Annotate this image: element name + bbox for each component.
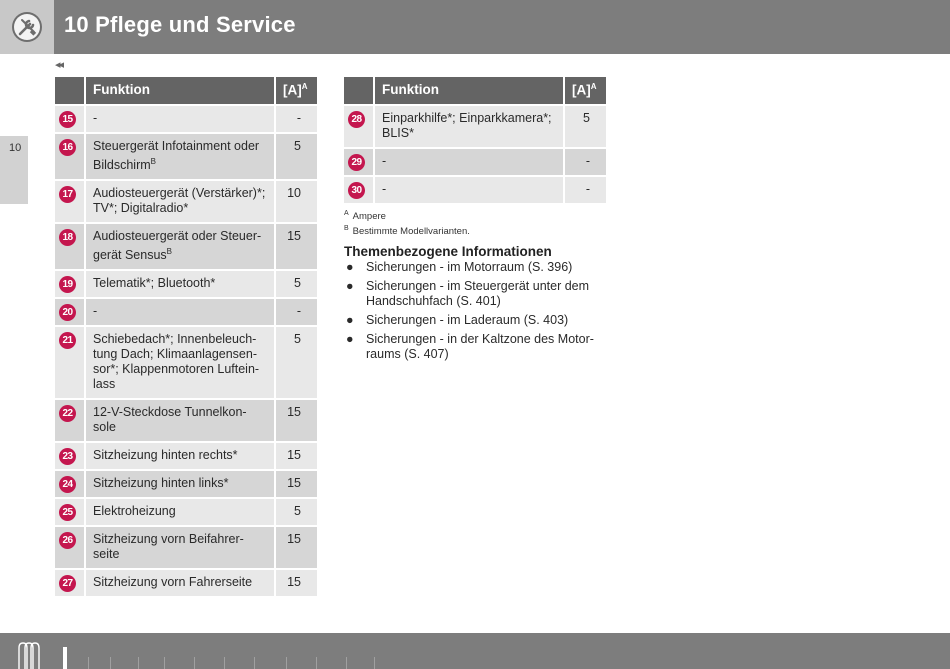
fuse-number-badge: 27 xyxy=(59,575,76,592)
fuse-function-cell xyxy=(85,442,275,470)
ampere-header xyxy=(564,77,606,105)
fuse-function-text: - xyxy=(382,154,387,168)
fuse-number-badge: 23 xyxy=(59,448,76,465)
fuse-number-cell xyxy=(55,133,85,180)
footnote xyxy=(344,223,470,238)
fuse-ampere-cell: 10 xyxy=(275,180,317,223)
fuse-number-cell xyxy=(344,105,374,148)
fuse-number-cell xyxy=(55,180,85,223)
fuse-function-cell xyxy=(85,498,275,526)
fuse-number-badge: 18 xyxy=(59,229,76,246)
fuse-function-text: Audiosteuergerät (Verstärker)*; TV*; Digitalradio* xyxy=(93,186,266,216)
ampere-header xyxy=(275,77,317,105)
fuse-ampere-cell: 15 xyxy=(275,223,317,270)
fuse-function-cell xyxy=(85,180,275,223)
fuse-number-badge: 20 xyxy=(59,304,76,321)
related-title: Themenbezogene Informationen xyxy=(344,244,552,259)
fuse-ampere-cell: - xyxy=(564,176,606,204)
related-list xyxy=(344,260,606,362)
footnotes xyxy=(344,208,470,238)
table-header-row xyxy=(55,77,317,105)
fuse-number-cell xyxy=(55,526,85,569)
chapter-icon-box xyxy=(0,0,54,54)
page-footer xyxy=(0,633,950,669)
ampere-header-label: [A] xyxy=(572,82,591,98)
fuse-number-badge: 25 xyxy=(59,504,76,521)
fuse-function-text: Schiebedach*; Innenbeleuch-tung Dach; Klimaanlagensen-sor*; Klappenmotoren Luftein-lass xyxy=(93,332,260,392)
fuse-number-badge: 17 xyxy=(59,186,76,203)
chapter-mark xyxy=(254,657,255,669)
table-row xyxy=(55,223,317,270)
fuse-number-cell xyxy=(344,148,374,176)
function-header: Funktion xyxy=(374,77,564,105)
page-header xyxy=(0,0,950,54)
table-row xyxy=(55,270,317,298)
fuse-function-cell xyxy=(374,176,564,204)
fuse-function-text: Einparkhilfe*; Einparkkamera*; BLIS* xyxy=(382,111,552,140)
chapter-tab-label: 10 xyxy=(9,142,22,154)
fuse-function-text: Sitzheizung hinten rechts* xyxy=(93,448,238,463)
fuse-number-header xyxy=(55,77,85,105)
fuse-function-text: Steuergerät Infotainment oder Bildschirm xyxy=(93,139,260,173)
fuse-function-cell xyxy=(85,399,275,442)
bullet-icon: ● xyxy=(346,279,354,293)
fuse-ampere-cell: 15 xyxy=(275,399,317,442)
fuse-ampere-cell: - xyxy=(564,148,606,176)
table-row xyxy=(55,470,317,498)
fuse-number-cell xyxy=(55,399,85,442)
table-row xyxy=(55,133,317,180)
fuse-table-right xyxy=(344,77,606,205)
table-row xyxy=(55,298,317,326)
table-row xyxy=(55,526,317,569)
fuse-number-header xyxy=(344,77,374,105)
ampere-header-sup: A xyxy=(590,82,597,91)
fuse-number-cell xyxy=(55,105,85,133)
fuse-function-cell xyxy=(85,105,275,133)
chapter-mark xyxy=(194,657,195,669)
footnote-text: Ampere xyxy=(352,211,386,223)
fuse-number-badge: 26 xyxy=(59,532,76,549)
fuse-ampere-cell: 5 xyxy=(564,105,606,148)
related-link[interactable] xyxy=(344,260,606,275)
fuse-number-cell xyxy=(55,569,85,597)
fuse-function-text: Sitzheizung vorn Beifahrer-seite xyxy=(93,532,244,562)
table-row xyxy=(344,176,606,204)
fuse-function-cell xyxy=(85,569,275,597)
related-link[interactable] xyxy=(344,332,606,362)
related-information xyxy=(344,244,606,366)
footnote-text: Bestimmte Modellvarianten. xyxy=(352,226,470,238)
fuse-number-badge: 24 xyxy=(59,476,76,493)
fuse-number-cell xyxy=(55,442,85,470)
bullet-icon: ● xyxy=(346,332,354,346)
fuse-ampere-cell: - xyxy=(275,105,317,133)
fuse-function-text: - xyxy=(93,111,98,125)
fuse-ampere-cell: 15 xyxy=(275,470,317,498)
function-header: Funktion xyxy=(85,77,275,105)
fuse-function-text: 12-V-Steckdose Tunnelkon-sole xyxy=(93,405,247,435)
fuse-number-cell xyxy=(55,223,85,270)
fuse-function-text: - xyxy=(382,182,387,196)
footnote-ref: B xyxy=(166,247,173,257)
ampere-header-sup: A xyxy=(301,82,308,91)
ampere-header-label: [A] xyxy=(283,82,302,98)
fuse-ampere-cell: 5 xyxy=(275,498,317,526)
fuse-function-text: Telematik*; Bluetooth* xyxy=(93,276,216,291)
fuse-ampere-cell: 15 xyxy=(275,442,317,470)
table-row xyxy=(55,105,317,133)
footnote-mark: A xyxy=(344,210,349,217)
fuse-function-cell xyxy=(85,298,275,326)
footnote-ref: B xyxy=(150,157,156,166)
chapter-mark xyxy=(286,657,287,669)
fuse-function-cell xyxy=(85,326,275,399)
table-row xyxy=(55,180,317,223)
fuse-number-badge: 30 xyxy=(348,182,365,199)
related-link-text: Sicherungen - im Motorraum (S. 396) xyxy=(366,260,573,274)
fuse-function-text: Sitzheizung hinten links* xyxy=(93,476,229,491)
chapter-mark xyxy=(110,657,111,669)
fuse-function-cell xyxy=(85,470,275,498)
fuse-table-left xyxy=(55,77,317,598)
fuse-number-cell xyxy=(344,176,374,204)
fuse-function-cell xyxy=(85,223,275,270)
fuse-number-cell xyxy=(55,498,85,526)
table-row xyxy=(55,442,317,470)
fuse-number-badge: 15 xyxy=(59,111,76,128)
chapter-mark xyxy=(138,657,139,669)
related-link-text: Sicherungen - im Steuergerät unter dem Handschuhfach (S. 401) xyxy=(366,279,590,308)
fuse-number-cell xyxy=(55,326,85,399)
related-link[interactable] xyxy=(344,279,606,309)
fuse-number-badge: 19 xyxy=(59,276,76,293)
fuse-number-cell xyxy=(55,470,85,498)
fuse-number-cell xyxy=(55,270,85,298)
fuse-ampere-cell: 5 xyxy=(275,326,317,399)
chapter-mark xyxy=(88,657,89,669)
fuse-function-text: Sitzheizung vorn Fahrerseite xyxy=(93,575,253,590)
fuse-number-badge: 28 xyxy=(348,111,365,128)
table-row xyxy=(55,569,317,597)
fuse-ampere-cell: 15 xyxy=(275,526,317,569)
wrench-screwdriver-icon xyxy=(11,11,43,43)
fuse-number-badge: 21 xyxy=(59,332,76,349)
fuse-ampere-cell: 15 xyxy=(275,569,317,597)
chapter-tab[interactable] xyxy=(0,136,28,204)
fuse-function-text: Audiosteuergerät oder Steuer-gerät Sensus xyxy=(93,229,262,263)
current-chapter-mark xyxy=(63,647,67,669)
fuse-ampere-cell: 5 xyxy=(275,133,317,180)
bullet-icon: ● xyxy=(346,260,354,274)
chapter-mark xyxy=(164,657,165,669)
chapter-mark xyxy=(346,657,347,669)
footnote-mark: B xyxy=(344,225,349,233)
fuse-number-badge: 16 xyxy=(59,139,76,156)
chapter-mark xyxy=(224,657,225,669)
fuse-function-cell xyxy=(85,270,275,298)
chapter-mark xyxy=(374,657,375,669)
chapter-mark xyxy=(316,657,317,669)
page-title: 10 Pflege und Service xyxy=(64,12,296,37)
fuse-function-cell xyxy=(85,526,275,569)
fuse-ampere-cell: 5 xyxy=(275,270,317,298)
table-row xyxy=(344,148,606,176)
fuse-number-badge: 29 xyxy=(348,154,365,171)
chapter-progress-marks xyxy=(60,643,380,669)
table-row xyxy=(55,326,317,399)
fuse-function-cell xyxy=(374,105,564,148)
fuse-ampere-cell: - xyxy=(275,298,317,326)
related-link-text: Sicherungen - in der Kaltzone des Motor-raums (S. 407) xyxy=(366,332,594,361)
table-row xyxy=(344,105,606,148)
fuse-function-cell xyxy=(374,148,564,176)
related-link[interactable] xyxy=(344,313,606,328)
table-row xyxy=(55,399,317,442)
related-link-text: Sicherungen - im Laderaum (S. 403) xyxy=(366,313,569,327)
table-header-row xyxy=(344,77,606,105)
footnote xyxy=(344,208,470,223)
bullet-icon: ● xyxy=(346,313,354,327)
fuse-number-cell xyxy=(55,298,85,326)
fuse-function-cell xyxy=(85,133,275,180)
fuse-number-badge: 22 xyxy=(59,405,76,422)
back-navigation[interactable]: ◂◂ xyxy=(55,59,63,71)
table-row xyxy=(55,498,317,526)
fuse-function-text: Elektroheizung xyxy=(93,504,176,519)
book-pages-icon xyxy=(18,642,40,669)
fuse-function-text: - xyxy=(93,304,98,319)
